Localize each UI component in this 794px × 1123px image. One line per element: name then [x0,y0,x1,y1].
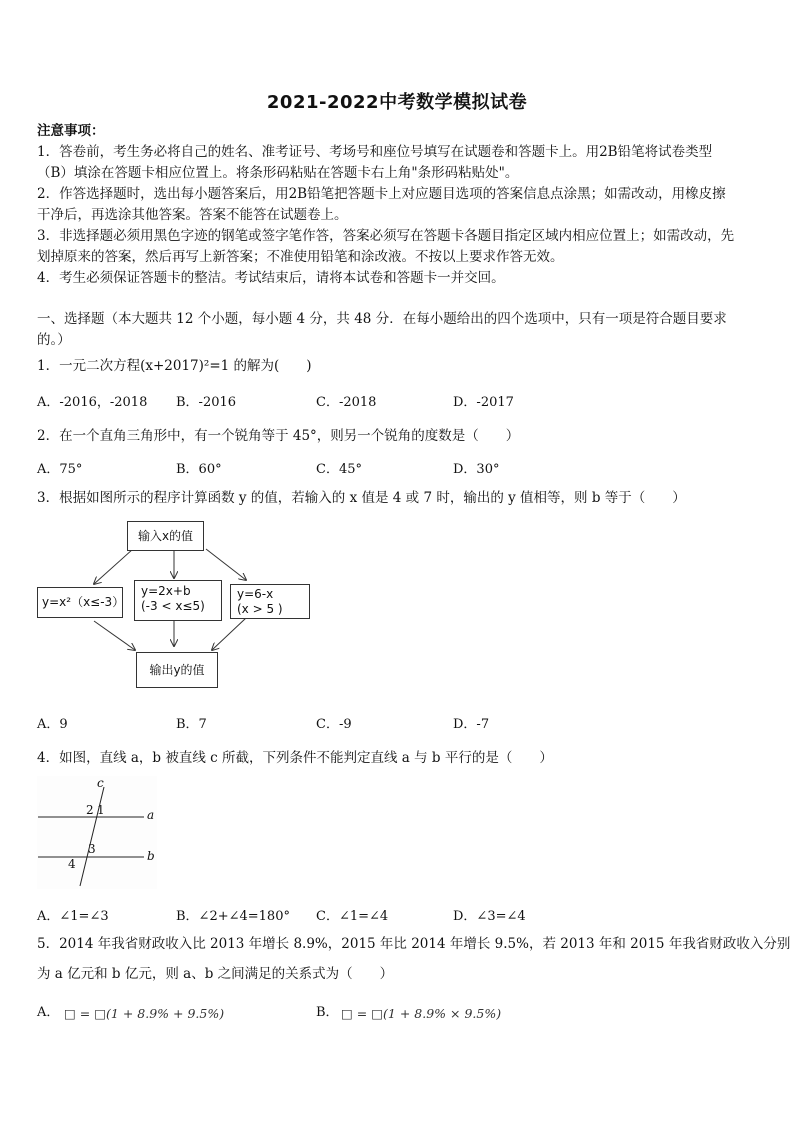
q4-option-b: B．∠2+∠4=180° [176,909,290,924]
notice-line: 划掉原来的答案，然后再写上新答案；不准使用铅笔和涂改液。不按以上要求作答无效。 [37,249,564,265]
flow-input-box: 输入x的值 [127,521,204,551]
flow-right-line2: (x > 5 ) [237,602,283,616]
page-title: 2021-2022中考数学模拟试卷 [266,92,528,113]
q2-option-c: C．45° [316,462,362,477]
angle-2-label: 2 [86,803,94,817]
label-b: b [147,849,155,863]
q5-stem-line2: 为 a 亿元和 b 亿元，则 a、b 之间满足的关系式为（ ） [37,966,394,982]
q1-stem: 1．一元二次方程(x+2017)²=1 的解为( ) [37,358,312,374]
q4-option-a: A．∠1=∠3 [37,909,109,924]
notice-heading: 注意事项： [37,123,105,139]
angle-4-label: 4 [68,857,76,871]
q4-option-d: D．∠3=∠4 [453,909,526,924]
q5-option-b-label: B． [316,1005,339,1020]
flow-left-box: y=x²（x≤-3） [37,587,123,618]
q3-option-a: A．9 [37,717,68,732]
angle-1-label: 1 [97,803,105,817]
q1-option-a: A．-2016，-2018 [37,395,148,410]
q1-option-c: C．-2018 [316,395,377,410]
flow-output-box: 输出y的值 [136,652,218,688]
q5-option-a-label: A． [37,1005,60,1020]
q3-option-b: B．7 [176,717,207,732]
q2-option-d: D．30° [453,462,500,477]
q3-stem: 3．根据如图所示的程序计算函数 y 的值，若输入的 x 值是 4 或 7 时，输出的 y 值相等，则 b 等于（ ） [37,490,686,506]
notice-line: 3．非选择题必须用黑色字迹的钢笔或签字笔作答，答案必须写在答题卡各题目指定区域内相应位置上；如需改动，先 [37,228,735,244]
q4-stem: 4．如图，直线 a，b 被直线 c 所截，下列条件不能判定直线 a 与 b 平行的是（ ） [37,750,553,766]
notice-line: 2．作答选择题时，选出每小题答案后，用2B铅笔把答题卡上对应题目选项的答案信息点涂黑；如需改动，用橡皮擦 [37,186,726,202]
q2-option-a: A．75° [37,462,83,477]
q5-stem-line1: 5．2014 年我省财政收入比 2013 年增长 8.9%，2015 年比 2014 年增长 9.5%，若 2013 年和 2015 年我省财政收入分别 [37,936,791,952]
notice-line: 1．答卷前，考生务必将自己的姓名、准考证号、考场号和座位号填写在试题卷和答题卡上。用2B铅笔将试卷类型 [37,144,713,160]
notice-line: 4．考生必须保证答题卡的整洁。考试结束后，请将本试卷和答题卡一并交回。 [37,270,505,286]
flow-mid-line1: y=2x+b [141,584,191,598]
flow-mid-line2: (-3 < x≤5) [141,599,205,613]
label-a: a [147,808,155,822]
label-c: c [97,776,104,790]
q1-option-b: B．-2016 [176,395,237,410]
q2-stem: 2．在一个直角三角形中，有一个锐角等于 45°，则另一个锐角的度数是（ ） [37,428,520,444]
q5-option-a-formula: □ = □(1 + 8.9% + 9.5%) [64,1006,225,1021]
notice-line: 干净后，再选涂其他答案。答案不能答在试题卷上。 [37,207,348,223]
flow-right-line1: y=6-x [237,587,274,601]
notice-line: （B）填涂在答题卡相应位置上。将条形码粘贴在答题卡右上角"条形码粘贴处"。 [37,165,519,181]
q1-option-d: D．-2017 [453,395,514,410]
q2-option-b: B．60° [176,462,222,477]
section-heading-cont: 的。） [37,332,71,348]
section-heading: 一、选择题（本大题共 12 个小题，每小题 4 分，共 48 分．在每小题给出的四个选项中，只有一项是符合题目要求 [37,311,727,327]
q5-option-b-formula: □ = □(1 + 8.9% × 9.5%) [341,1006,502,1021]
q3-option-c: C．-9 [316,717,352,732]
angle-3-label: 3 [88,842,96,856]
q4-option-c: C．∠1=∠4 [316,909,389,924]
q3-option-d: D．-7 [453,717,490,732]
